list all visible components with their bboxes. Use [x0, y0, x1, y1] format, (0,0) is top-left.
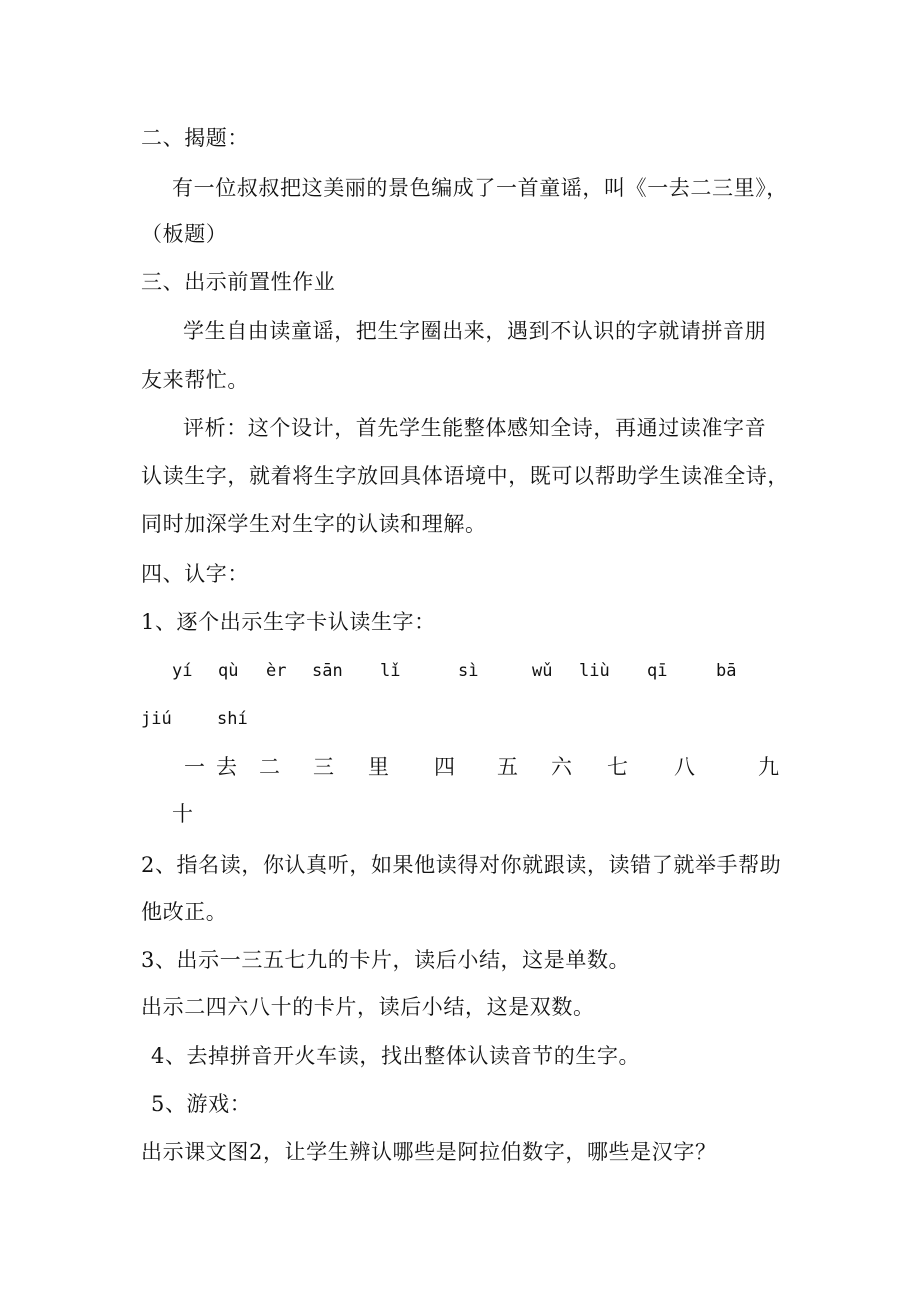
character-card: 里: [368, 755, 389, 779]
character-card: 七: [607, 755, 628, 779]
list-item: 5、游戏：: [151, 1092, 252, 1116]
list-item: 1、逐个出示生字卡认读生字：: [141, 610, 436, 634]
paragraph-line: 出示课文图2，让学生辨认哪些是阿拉伯数字，哪些是汉字？: [141, 1140, 717, 1164]
list-item: 2、指名读，你认真听，如果他读得对你就跟读，读错了就举手帮助: [141, 853, 782, 877]
paragraph-line: 同时加深学生对生字的认读和理解。: [141, 512, 487, 536]
character-card: 二: [259, 755, 280, 779]
character-card: 四: [434, 755, 455, 779]
character-card: 六: [551, 755, 572, 779]
pinyin-syllable: qù: [218, 661, 239, 681]
paragraph-line: （板题）: [141, 222, 228, 246]
pinyin-syllable: bā: [716, 661, 737, 681]
pinyin-syllable: jiú: [141, 709, 172, 729]
character-card: 八: [674, 755, 695, 779]
paragraph-line: 他改正。: [141, 900, 228, 924]
pinyin-syllable: liù: [579, 661, 610, 681]
heading-preview-homework: 三、出示前置性作业: [141, 270, 336, 294]
pinyin-syllable: lǐ: [380, 661, 401, 681]
pinyin-syllable: èr: [266, 661, 287, 681]
list-item: 4、去掉拼音开火车读，找出整体认读音节的生字。: [151, 1044, 641, 1068]
pinyin-syllable: sān: [312, 661, 343, 681]
pinyin-syllable: wǔ: [532, 661, 553, 681]
character-card: 九: [758, 755, 779, 779]
character-card: 一: [184, 755, 205, 779]
heading-reveal-title: 二、揭题：: [141, 126, 249, 150]
character-card: 十: [172, 802, 193, 826]
character-card: 三: [313, 755, 334, 779]
character-card: 去: [216, 755, 237, 779]
paragraph-line: 友来帮忙。: [141, 368, 249, 392]
paragraph-line: 有一位叔叔把这美丽的景色编成了一首童谣，叫《一去二三里》，: [172, 176, 788, 200]
pinyin-syllable: qī: [647, 661, 668, 681]
paragraph-line: 学生自由读童谣，把生字圈出来，遇到不认识的字就请拼音朋: [183, 319, 767, 343]
pinyin-syllable: shí: [217, 709, 248, 729]
paragraph-line: 认读生字，就着将生字放回具体语境中，既可以帮助学生读准全诗，: [141, 464, 789, 488]
paragraph-line: 评析：这个设计，首先学生能整体感知全诗，再通过读准字音: [183, 416, 767, 440]
paragraph-line: 出示二四六八十的卡片，读后小结，这是双数。: [141, 995, 595, 1019]
pinyin-syllable: yí: [172, 661, 193, 681]
character-card: 五: [497, 755, 518, 779]
heading-learn-characters: 四、认字：: [141, 562, 249, 586]
list-item: 3、出示一三五七九的卡片，读后小结，这是单数。: [141, 948, 631, 972]
pinyin-syllable: sì: [458, 661, 479, 681]
